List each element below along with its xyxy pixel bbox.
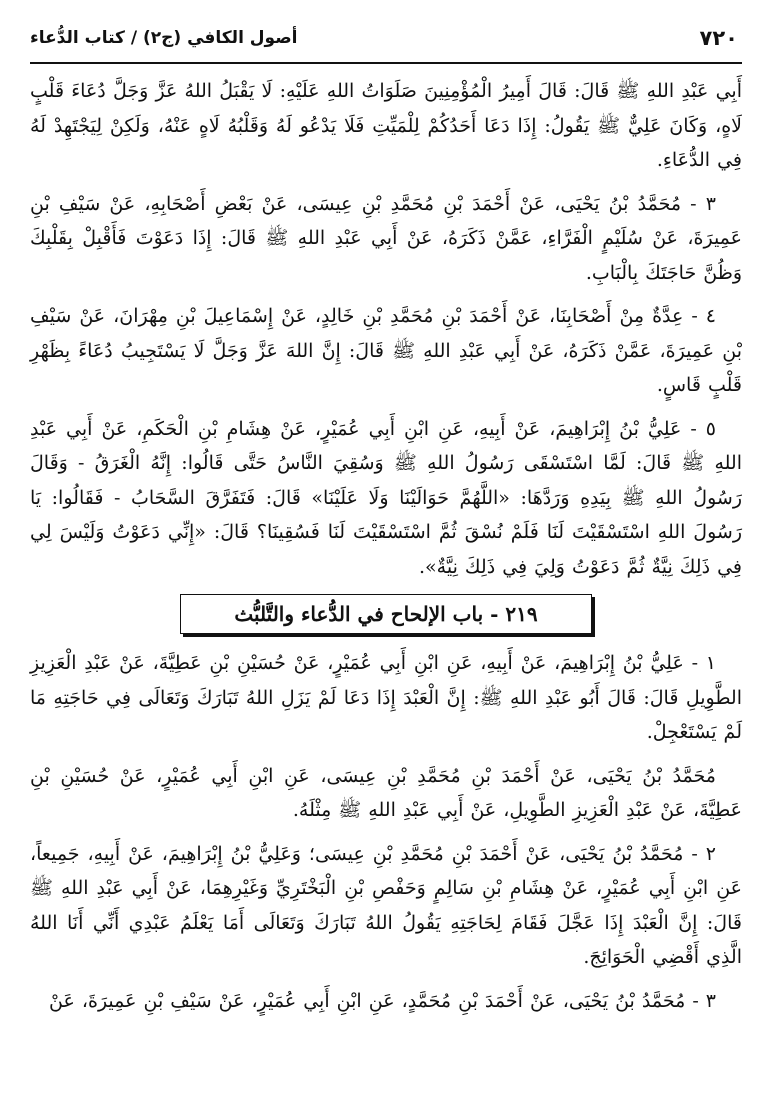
page-number: ٧٢٠ <box>699 26 738 50</box>
running-header <box>30 18 742 58</box>
hadith-paragraph: ٣ - مُحَمَّدُ بْنُ يَحْيَى، عَنْ أَحْمَدَ بْنِ مُحَمَّدٍ، عَنِ ابْنِ أَبِي عُمَيْرٍ، عَنْ سَيْفِ بْنِ عَمِيرَةَ، عَنْ <box>49 989 716 1012</box>
header-divider <box>30 62 742 64</box>
hadith-paragraph: ١ - عَلِيُّ بْنُ إِبْرَاهِيمَ، عَنْ أَبِيهِ، عَنِ ابْنِ أَبِي عُمَيْرٍ، عَنْ حُسَيْنِ بْنِ عَطِيَّةَ، عَنْ عَبْدِ الْعَزِيزِ الطَّوِيلِ قَالَ: قَالَ أَبُو عَبْدِ اللهِ ﷺ: إِنَّ الْعَبْدَ إِذَا دَعَا لَمْ يَزَلِ اللهُ تَبَارَكَ وَتَعَالَى فِي حَاجَتِهِ مَا لَمْ يَسْتَعْجِلْ. <box>30 652 742 743</box>
hadith-paragraph: أَبِي عَبْدِ اللهِ ﷺ قَالَ: قَالَ أَمِيرُ الْمُؤْمِنِينَ صَلَوَاتُ اللهِ عَلَيْهِ: لَا يَقْبَلُ اللهُ عَزَّ وَجَلَّ دُعَاءَ قَلْبٍ لَاهٍ، وَكَانَ عَلِيٌّ ﷺ يَقُولُ: إِذَا دَعَا أَحَدُكُمْ لِلْمَيِّتِ فَلَا يَدْعُو لَهُ وَقَلْبُهُ لَاهٍ عَنْهُ، وَلَكِنْ لِيَجْتَهِدْ لَهُ فِي الدُّعَاءِ. <box>30 80 742 171</box>
chapter-heading: ٢١٩ - باب الإلحاح في الدُّعاء والتَّلبُّث <box>180 594 592 634</box>
hadith-paragraph: ٢ - مُحَمَّدُ بْنُ يَحْيَى، عَنْ أَحْمَدَ بْنِ مُحَمَّدِ بْنِ عِيسَى؛ وَعَلِيُّ بْنُ إِبْرَاهِيمَ، عَنْ أَبِيهِ، جَمِيعاً، عَنِ ابْنِ أَبِي عُمَيْرٍ، عَنْ هِشَامِ بْنِ سَالِمٍ وَحَفْصِ بْنِ الْبَخْتَرِيِّ وَغَيْرِهِمَا، عَنْ أَبِي عَبْدِ اللهِ ﷺ قَالَ: إِنَّ الْعَبْدَ إِذَا عَجَّلَ فَقَامَ لِحَاجَتِهِ يَقُولُ اللهُ تَبَارَكَ وَتَعَالَى أَمَا يَعْلَمُ عَبْدِي أَنِّي أَنَا اللهُ الَّذِي أَقْضِي الْحَوَائِجَ. <box>30 842 742 968</box>
book-page <box>30 18 742 1098</box>
hadith-paragraph: مُحَمَّدُ بْنُ يَحْيَى، عَنْ أَحْمَدَ بْنِ مُحَمَّدِ بْنِ عِيسَى، عَنِ ابْنِ أَبِي عُمَيْرٍ، عَنْ حُسَيْنِ بْنِ عَطِيَّةَ، عَنْ عَبْدِ الْعَزِيزِ الطَّوِيلِ، عَنْ أَبِي عَبْدِ اللهِ ﷺ مِثْلَهُ. <box>30 764 742 821</box>
hadith-paragraph: ٥ - عَلِيُّ بْنُ إِبْرَاهِيمَ، عَنْ أَبِيهِ، عَنِ ابْنِ أَبِي عُمَيْرٍ، عَنْ هِشَامِ بْنِ الْحَكَمِ، عَنْ أَبِي عَبْدِ اللهِ ﷺ قَالَ: لَمَّا اسْتَسْقَى رَسُولُ اللهِ ﷺ وَسُقِيَ النَّاسُ حَتَّى قَالُوا: إِنَّهُ الْغَرَقُ - وَقَالَ رَسُولُ اللهِ ﷺ بِيَدِهِ وَرَدَّهَا: «اللَّهُمَّ حَوَالَيْنَا وَلَا عَلَيْنَا» قَالَ: فَتَفَرَّقَ السَّحَابُ - فَقَالُوا: يَا رَسُولَ اللهِ اسْتَسْقَيْتَ لَنَا فَلَمْ نُسْقَ ثُمَّ اسْتَسْقَيْتَ لَنَا فَسُقِينَا؟ قَالَ: «إِنِّي دَعَوْتُ وَلَيْسَ لِي فِي ذَلِكَ نِيَّةٌ ثُمَّ دَعَوْتُ وَلِيَ فِي ذَلِكَ نِيَّةٌ». <box>30 417 742 578</box>
page-body <box>30 74 742 1027</box>
running-title: أصول الكافي (ج٢) / كتاب الدُّعاء <box>30 28 298 48</box>
hadith-paragraph: ٣ - مُحَمَّدُ بْنُ يَحْيَى، عَنْ أَحْمَدَ بْنِ مُحَمَّدِ بْنِ عِيسَى، عَنْ بَعْضِ أَصْحَابِهِ، عَنْ سَيْفِ بْنِ عَمِيرَةَ، عَنْ سُلَيْمٍ الْفَرَّاءِ، عَمَّنْ ذَكَرَهُ، عَنْ أَبِي عَبْدِ اللهِ ﷺ قَالَ: إِذَا دَعَوْتَ فَأَقْبِلْ بِقَلْبِكَ وَظُنَّ حَاجَتَكَ بِالْبَابِ. <box>30 192 743 284</box>
hadith-paragraph: ٤ - عِدَّةٌ مِنْ أَصْحَابِنَا، عَنْ أَحْمَدَ بْنِ مُحَمَّدِ بْنِ خَالِدٍ، عَنْ إِسْمَاعِيلَ بْنِ مِهْرَانَ، عَنْ سَيْفِ بْنِ عَمِيرَةَ، عَمَّنْ ذَكَرَهُ، عَنْ أَبِي عَبْدِ اللهِ ﷺ قَالَ: إِنَّ اللهَ عَزَّ وَجَلَّ لَا يَسْتَجِيبُ دُعَاءً بِظَهْرِ قَلْبٍ قَاسٍ. <box>30 305 742 396</box>
